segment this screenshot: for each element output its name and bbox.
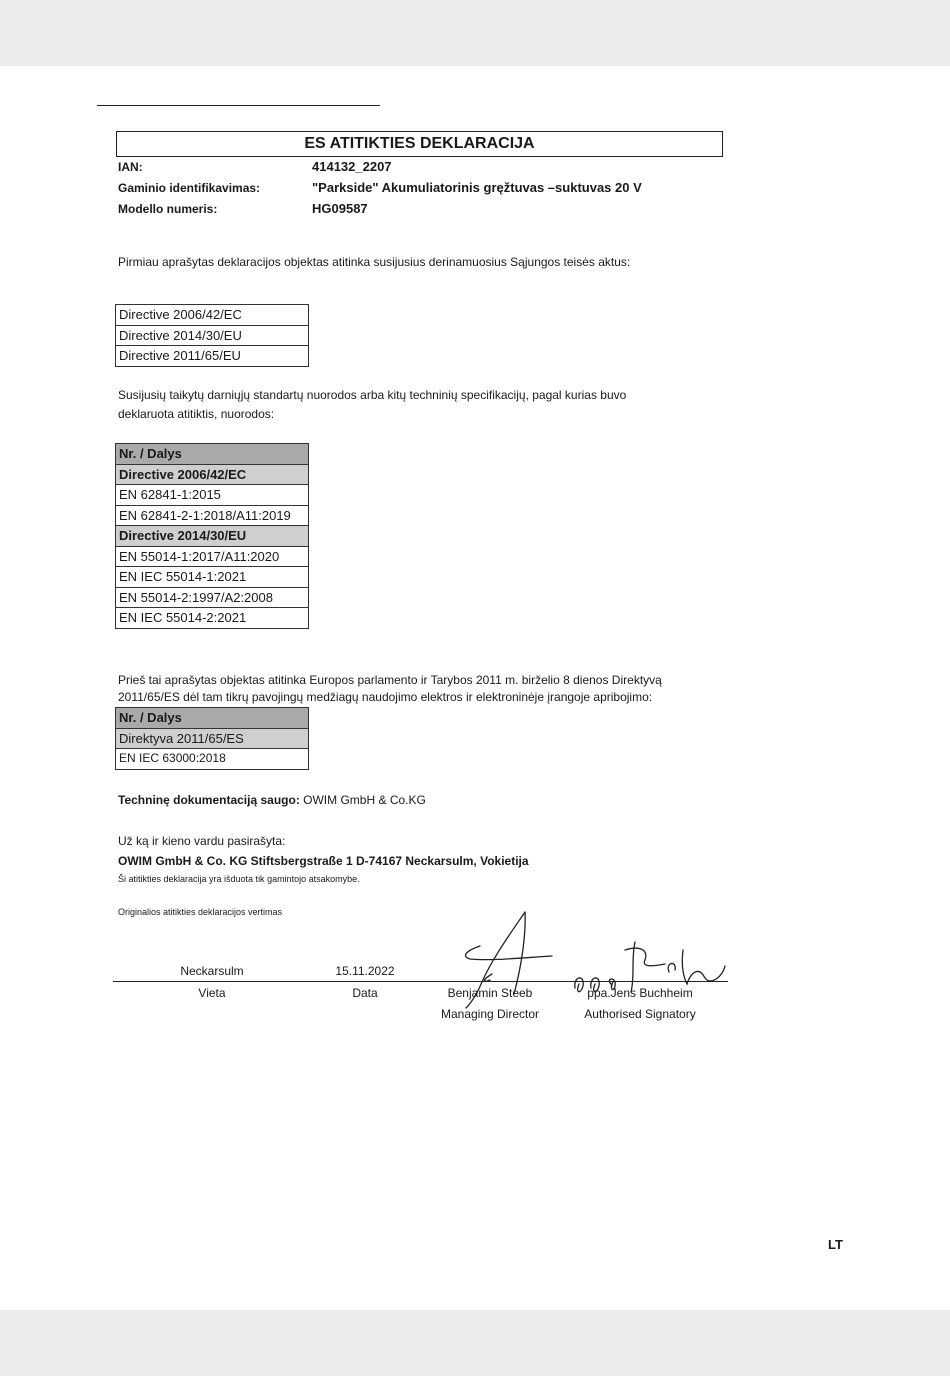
signer2-title: Authorised Signatory <box>584 1007 696 1021</box>
rohs-standard-cell: EN IEC 63000:2018 <box>116 749 309 770</box>
rohs-header: Nr. / Dalys <box>116 708 309 729</box>
rohs-table <box>115 707 309 770</box>
standard-cell: EN IEC 55014-2:2021 <box>116 608 309 629</box>
table-row <box>116 346 309 367</box>
language-code: LT <box>828 1237 843 1252</box>
table-row <box>116 444 309 465</box>
doc-keeper-value: OWIM GmbH & Co.KG <box>299 793 426 807</box>
doc-keeper-label: Techninę dokumentaciją saugo: <box>118 793 300 807</box>
rohs-text-line1: Prieš tai aprašytas objektas atitinka Europos parlamento ir Tarybos 2011 m. birželio 8 dienos Direktyvą <box>118 673 662 687</box>
directive-cell: Directive 2014/30/EU <box>116 325 309 346</box>
directive-cell: Directive 2006/42/EC <box>116 305 309 326</box>
standards-text-line2: deklaruota atitiktis, nuorodos: <box>118 407 275 421</box>
rohs-group-heading: Direktyva 2011/65/ES <box>116 728 309 749</box>
company-address: OWIM GmbH & Co. KG Stiftsbergstraße 1 D-74167 Neckarsulm, Vokietija <box>118 854 529 868</box>
table-row <box>116 526 309 547</box>
top-rule <box>97 105 380 106</box>
standard-cell: EN 62841-2-1:2018/A11:2019 <box>116 505 309 526</box>
standards-text-line1: Susijusių taikytų darniųjų standartų nuorodos arba kitų techninių specifikacijų, pagal kurias buvo <box>118 388 627 402</box>
table-row <box>116 505 309 526</box>
place-label: Vieta <box>198 986 226 1000</box>
signer1-name: Benjamin Steeb <box>447 986 533 1000</box>
table-row <box>116 728 309 749</box>
standards-header: Nr. / Dalys <box>116 444 309 465</box>
standards-table <box>115 443 309 629</box>
ian-value: 414132_2207 <box>312 159 392 174</box>
table-row <box>116 546 309 567</box>
signed-for-label: Už ką ir kieno vardu pasirašyta: <box>118 834 286 848</box>
table-row <box>116 305 309 326</box>
table-row <box>116 749 309 770</box>
directive-cell: Directive 2011/65/EU <box>116 346 309 367</box>
signer2-name: ppa.Jens Buchheim <box>587 986 693 1000</box>
table-row <box>116 708 309 729</box>
product-value: "Parkside" Akumuliatorinis gręžtuvas –suktuvas 20 V <box>312 180 642 195</box>
standard-cell: EN 55014-2:1997/A2:2008 <box>116 587 309 608</box>
standards-group-heading: Directive 2014/30/EU <box>116 526 309 547</box>
model-label: Modello numeris: <box>118 202 218 216</box>
rohs-text-line2: 2011/65/ES dėl tam tikrų pavojingų medžiagų naudojimo elektros ir elektroninėje įrangoje apribojimo: <box>118 690 653 704</box>
signature-rule <box>113 981 728 982</box>
translation-note: Originalios atitikties deklaracijos vertimas <box>118 907 283 917</box>
document-page <box>0 66 950 1310</box>
signer1-title: Managing Director <box>440 1007 540 1021</box>
table-row <box>116 587 309 608</box>
standards-group-heading: Directive 2006/42/EC <box>116 464 309 485</box>
standard-cell: EN 62841-1:2015 <box>116 485 309 506</box>
product-label: Gaminio identifikavimas: <box>118 181 261 195</box>
place-value: Neckarsulm <box>180 964 244 978</box>
model-value: HG09587 <box>312 201 368 216</box>
table-row <box>116 464 309 485</box>
directives-table <box>115 304 309 367</box>
table-row <box>116 608 309 629</box>
date-value: 15.11.2022 <box>335 964 395 978</box>
table-row <box>116 325 309 346</box>
date-label: Data <box>352 986 378 1000</box>
table-row <box>116 485 309 506</box>
responsibility-note: Ši atitikties deklaracija yra išduota tik gamintojo atsakomybe. <box>118 874 360 884</box>
intro-text: Pirmiau aprašytas deklaracijos objektas atitinka susijusius derinamuosius Sąjungos teisės aktus: <box>118 255 631 269</box>
table-row <box>116 567 309 588</box>
standard-cell: EN IEC 55014-1:2021 <box>116 567 309 588</box>
standard-cell: EN 55014-1:2017/A11:2020 <box>116 546 309 567</box>
doc-keeper-line <box>118 793 426 807</box>
declaration-title: ES ATITIKTIES DEKLARACIJA <box>116 131 723 157</box>
ian-label: IAN: <box>118 160 143 174</box>
